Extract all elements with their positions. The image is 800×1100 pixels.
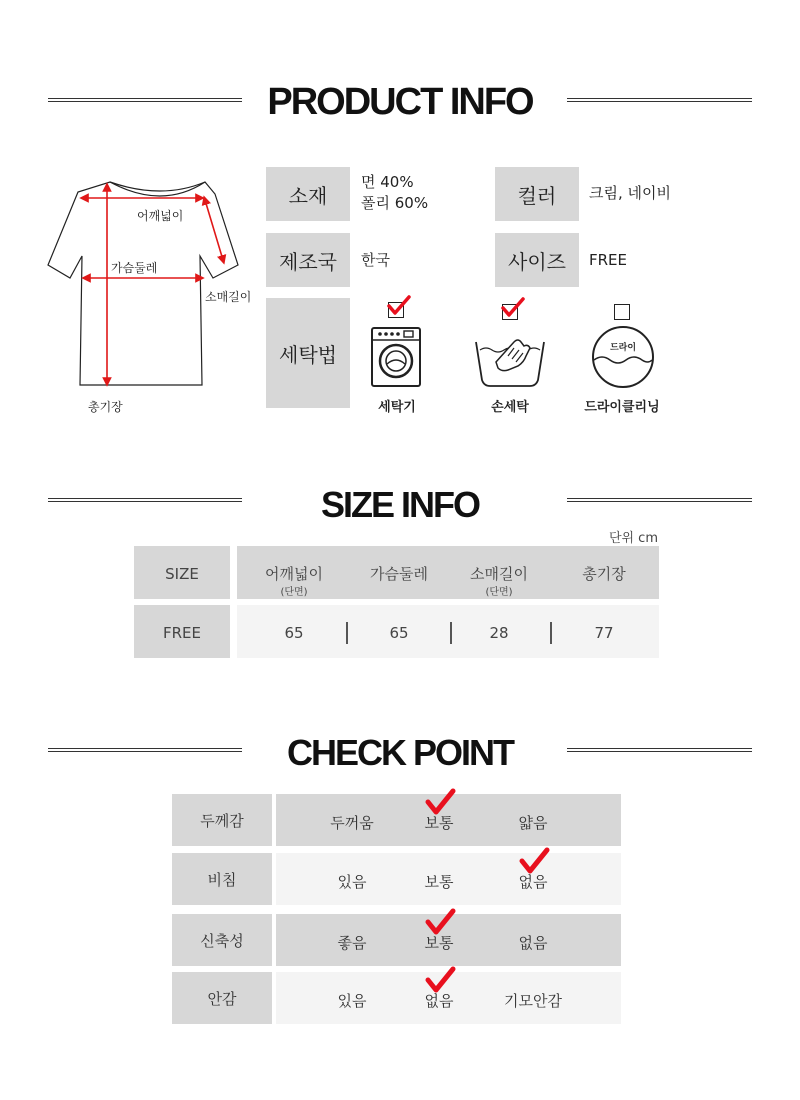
hand-wash-label: 손세탁 [491, 400, 529, 415]
size-row-shoulder: 65 [284, 624, 304, 642]
size-row-sleeve: 28 [489, 624, 509, 642]
size-header-chest: 가슴둘레 [370, 565, 428, 583]
checkmark-icon [424, 788, 456, 816]
size-row-size: FREE [162, 624, 201, 642]
check-row-option: 두꺼움 [330, 814, 374, 832]
material-value-1: 면 40% [361, 173, 414, 191]
size-header-shoulder-sub: (단면) [280, 587, 308, 598]
checkmark-icon [424, 908, 456, 936]
dry-clean-checkbox [614, 304, 630, 320]
material-label: 소재 [266, 167, 350, 221]
hand-wash-icon [472, 332, 548, 390]
origin-label: 제조국 [266, 233, 350, 287]
color-label: 컬러 [495, 167, 579, 221]
size-header-length: 총기장 [582, 565, 626, 583]
checkmark-icon [424, 966, 456, 994]
check-row-option: 있음 [337, 992, 367, 1010]
size-header-sleeve: 소매길이 [470, 565, 528, 583]
check-row-options [276, 794, 621, 846]
product-info-title: PRODUCT INFO [267, 81, 533, 123]
color-value: 크림, 네이비 [589, 184, 671, 202]
checkmark-icon [518, 847, 550, 875]
material-value-2: 폴리 60% [361, 194, 429, 212]
check-row-options [276, 853, 621, 905]
check-row-options [276, 914, 621, 966]
dry-clean-icon [590, 324, 656, 390]
check-point-title: CHECK POINT [286, 732, 513, 773]
size-info-title: SIZE INFO [320, 484, 479, 525]
size-unit: 단위 cm [608, 531, 658, 546]
washing-label: 세탁법 [266, 298, 350, 408]
check-row-option: 얇음 [518, 814, 548, 832]
checkmark-icon [500, 296, 526, 320]
measure-label-length: 총기장 [88, 400, 123, 414]
check-row-label: 신축성 [172, 914, 272, 966]
size-value: FREE [589, 251, 628, 269]
check-row-option: 보통 [424, 934, 454, 952]
check-row-option: 보통 [424, 873, 454, 891]
check-row-option: 기모안감 [504, 992, 562, 1010]
check-row-option: 좋음 [337, 934, 367, 952]
size-header-sleeve-sub: (단면) [485, 587, 513, 598]
size-label: 사이즈 [495, 233, 579, 287]
measure-label-chest: 가슴둘레 [111, 261, 158, 275]
origin-value: 한국 [361, 251, 390, 269]
dry-clean-label: 드라이클리닝 [584, 400, 660, 415]
measure-label-sleeve: 소매길이 [205, 290, 252, 304]
size-header-size: SIZE [165, 565, 199, 583]
size-header-shoulder: 어깨넓이 [265, 565, 323, 583]
size-row-length: 77 [594, 624, 614, 642]
check-row-option: 없음 [518, 934, 548, 952]
size-separator [346, 622, 348, 644]
check-row-options [276, 972, 621, 1024]
check-row-label: 두께감 [172, 794, 272, 846]
check-row-option: 없음 [424, 992, 454, 1010]
washing-machine-icon [370, 326, 422, 388]
measure-label-shoulder: 어깨넓이 [137, 209, 184, 223]
washing-machine-label: 세탁기 [378, 400, 416, 415]
check-row-option: 없음 [518, 873, 548, 891]
check-row-label: 안감 [172, 972, 272, 1024]
check-row-option: 있음 [337, 873, 367, 891]
checkmark-icon [386, 294, 412, 318]
size-row-chest: 65 [389, 624, 409, 642]
size-separator [550, 622, 552, 644]
check-row-label: 비침 [172, 853, 272, 905]
check-row-option: 보통 [424, 814, 454, 832]
dry-clean-icon-text: 드라이 [609, 343, 637, 353]
